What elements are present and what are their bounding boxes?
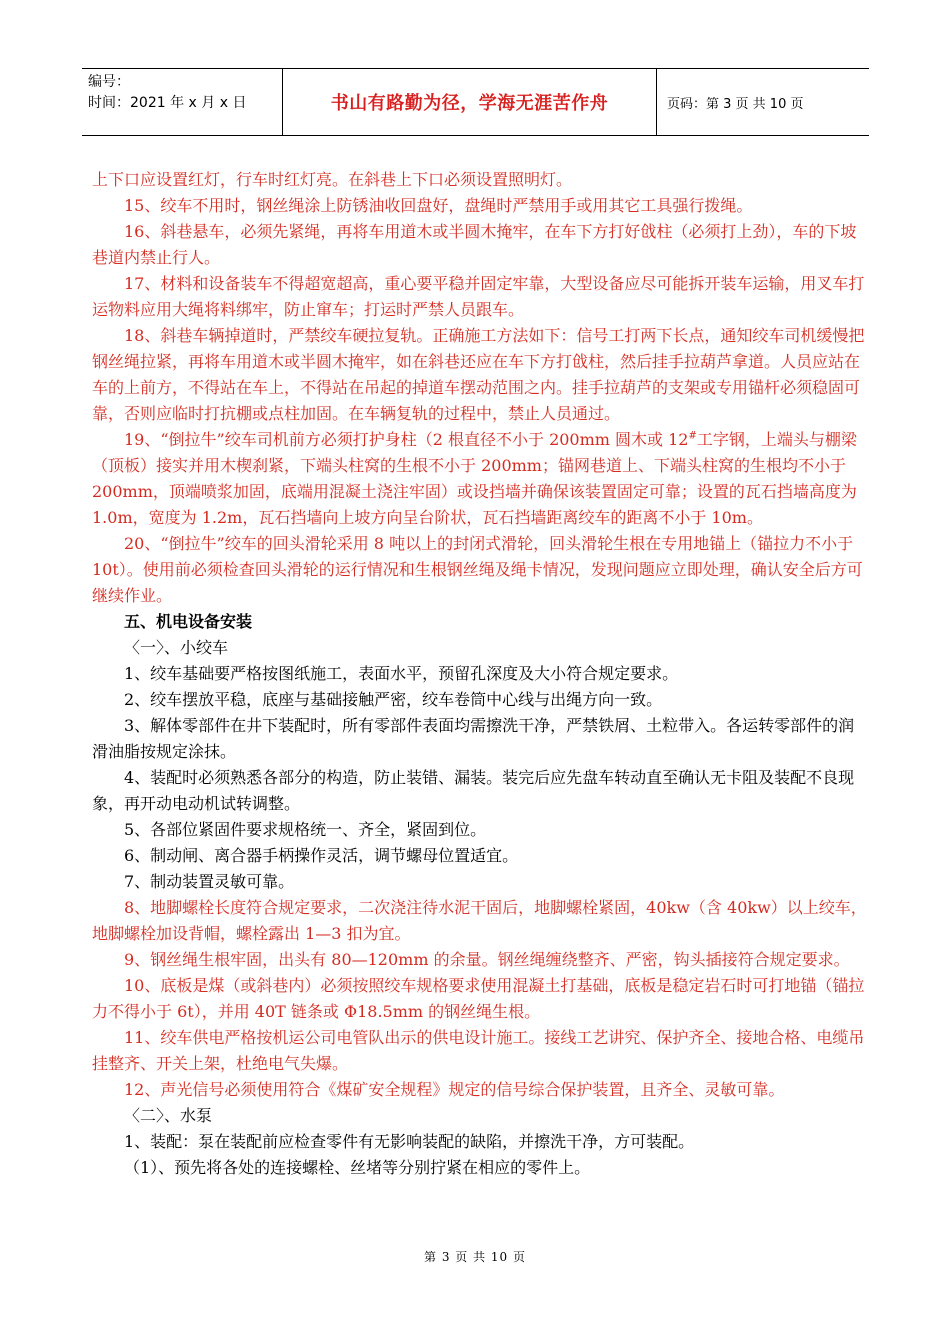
paragraph: 20、“倒拉牛”绞车的回头滑轮采用 8 吨以上的封闭式滑轮，回头滑轮生根在专用地锚上（锚拉力不小于 10t）。使用前必须检查回头滑轮的运行情况和生根钢丝绳及绳卡情况，发现问题应立即处理，确认安全后方可继续作业。: [92, 534, 863, 605]
paragraph: 10、底板是煤（或斜巷内）必须按照绞车规格要求使用混凝土打基础，底板是稳定岩石时可打地锚（锚拉力不得小于 6t），并用 40T 链条或 Φ18.5mm 的钢丝绳生根。: [92, 976, 865, 1021]
paragraph: 5、各部位紧固件要求规格统一、齐全，紧固到位。: [124, 820, 487, 839]
paragraph: [92, 427, 870, 531]
paragraph: 4、装配时必须熟悉各部分的构造，防止装错、漏装。装完后应先盘车转动直至确认无卡阻及装配不良现象，再开动电动机试转调整。: [92, 768, 855, 813]
superscript-mark: #: [688, 430, 697, 442]
paragraph-part: 19、“倒拉牛”绞车司机前方必须打护身柱（2 根直径不小于 200mm 圆木或 12: [124, 430, 689, 449]
paragraph-part: 工字钢，上端头与棚梁（顶板）接实并用木楔刹紧，下端头柱窝的生根不小于 200mm；锚网巷道上、下端头柱窝的生根均不小于 200mm，顶端喷浆加固，底端用混凝土浇注牢固）或设挡墙并确保该装置固定可靠；设置的瓦石挡墙高度为 1.0m，宽度为 1.2m，瓦石挡墙向上坡方向呈台阶状，瓦石挡墙距离绞车的距离不小于 10m。: [92, 430, 857, 527]
paragraph: 1、绞车基础要严格按图纸施工，表面水平，预留孔深度及大小符合规定要求。: [124, 664, 679, 683]
paragraph: 8、地脚螺栓长度符合规定要求，二次浇注待水泥干固后，地脚螺栓紧固，40kw（含 40kw）以上绞车，地脚螺栓加设背帽，螺栓露出 1—3 扣为宜。: [92, 898, 867, 943]
paragraph: 17、材料和设备装车不得超宽超高，重心要平稳并固定牢靠，大型设备应尽可能拆开装车运输，用叉车打运物料应用大绳将料绑牢，防止窜车；打运时严禁人员跟车。: [92, 274, 865, 319]
document-body: [92, 167, 870, 1181]
paragraph: 18、斜巷车辆掉道时，严禁绞车硬拉复轨。正确施工方法如下：信号工打两下长点，通知绞车司机缓慢把钢丝绳拉紧，再将车用道木或半圆木掩牢，如在斜巷还应在车下方打戗柱，然后挂手拉葫芦拿道。人员应站在车的上前方，不得站在车上，不得站在吊起的掉道车摆动范围之内。挂手拉葫芦的支架或专用锚杆必须稳固可靠，否则应临时打抗棚或点柱加固。在车辆复轨的过程中，禁止人员通过。: [92, 326, 865, 423]
paragraph: 2、绞车摆放平稳，底座与基础接触严密，绞车卷筒中心线与出绳方向一致。: [124, 690, 663, 709]
paragraph: （1）、预先将各处的连接螺栓、丝堵等分别拧紧在相应的零件上。: [124, 1158, 591, 1177]
subsection-heading: 〈二〉、水泵: [124, 1106, 213, 1125]
header-motto: 书山有路勤为径，学海无涯苦作舟: [283, 69, 657, 135]
paragraph: 上下口应设置红灯，行车时红灯亮。在斜巷上下口必须设置照明灯。: [92, 170, 573, 189]
paragraph: 12、声光信号必须使用符合《煤矿安全规程》规定的信号综合保护装置，且齐全、灵敏可靠。: [124, 1080, 785, 1099]
page-header: [82, 68, 869, 136]
paragraph: 11、绞车供电严格按机运公司电管队出示的供电设计施工。接线工艺讲究、保护齐全、接地合格、电缆吊挂整齐、开关上架，杜绝电气失爆。: [92, 1028, 865, 1073]
paragraph: 6、制动闸、离合器手柄操作灵活，调节螺母位置适宜。: [124, 846, 519, 865]
header-page-number: 页码：第 3 页 共 10 页: [667, 96, 804, 112]
header-meta: [82, 69, 283, 135]
document-time-label: 时间：2021 年 x 月 x 日: [88, 95, 247, 111]
page-footer: 第 3 页 共 10 页: [424, 1250, 526, 1264]
subsection-heading: 〈一〉、小绞车: [124, 638, 229, 657]
section-heading: 五、机电设备安装: [124, 612, 253, 631]
paragraph: 16、斜巷悬车，必须先紧绳，再将车用道木或半圆木掩牢，在车下方打好戗柱（必须打上劲），车的下坡巷道内禁止行人。: [92, 222, 857, 267]
paragraph: 3、解体零部件在井下装配时，所有零部件表面均需擦洗干净，严禁铁屑、土粒带入。各运转零部件的润滑油脂按规定涂抹。: [92, 716, 855, 761]
paragraph: 1、装配：泵在装配前应检查零件有无影响装配的缺陷，并擦洗干净，方可装配。: [124, 1132, 695, 1151]
paragraph: 15、绞车不用时，钢丝绳涂上防锈油收回盘好，盘绳时严禁用手或用其它工具强行拨绳。: [124, 196, 753, 215]
document-number-label: 编号：: [88, 74, 130, 90]
paragraph: 7、制动装置灵敏可靠。: [124, 872, 295, 891]
paragraph: 9、钢丝绳生根牢固，出头有 80—120mm 的余量。钢丝绳缠绕整齐、严密，钩头插接符合规定要求。: [124, 950, 850, 969]
